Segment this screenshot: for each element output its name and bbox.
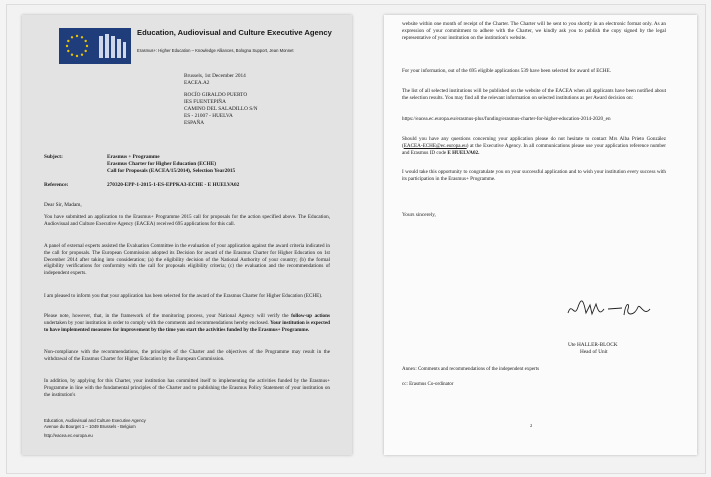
cc-note: cc: Erasmus Co-ordinator (402, 382, 454, 387)
paragraph-5: Non-compliance with the recommendations, the principles of the Charter and the objectives of the Programme may result in the withdrawal of the Erasmus Charter for Higher Education by the European Commission. (44, 349, 330, 362)
subject-text (107, 154, 235, 175)
p2-link: https://eacea.ec.europa.eu/erasmus-plus/funding/erasmus-charter-for-higher-education-2014-2020_en (402, 116, 611, 122)
salutation: Dear Sir, Madam, (44, 202, 82, 208)
recipient-line: ESPAÑA (184, 119, 205, 126)
recipient-line: ES - 21007 - HUELVA (184, 112, 233, 119)
handwritten-signature (564, 297, 654, 321)
subject-line: Erasmus Charter for Higher Education (ECHE) (107, 160, 217, 167)
page-number: 2 (530, 423, 533, 428)
agency-tagline: Erasmus+: Higher Education – Knowledge Alliances, Bologna Support, Jean Monnet (137, 48, 294, 53)
signatory-name: Ute HALLER-BLOCK (568, 342, 618, 348)
date-line: Brussels, 1st December 2014 (184, 73, 246, 79)
p2-paragraph-2: For your information, out of the 695 eligible applications 539 have been selected for award of ECHE. (402, 68, 611, 74)
commission-building-icon (97, 33, 127, 60)
p2-paragraph-5: I would take this opportunity to congratulate you on your successful application and to wish your institution every success with its participation in the Erasmus+ Programme. (402, 169, 666, 182)
closing: Yours sincerely, (402, 212, 436, 218)
contact-email: EACEA-ECHE@ec.europa.eu (403, 142, 467, 149)
paragraph-3: I am pleased to inform you that your application has been selected for the award of the Erasmus Charter for Higher Education (ECHE). (44, 293, 323, 299)
recipient-line: CAMINO DEL SALADILLO S/N (184, 105, 258, 112)
erasmus-id-code: E HUELVA02. (447, 149, 480, 156)
eu-stars-icon (63, 32, 91, 60)
ref-code: EACEA.A2 (184, 80, 210, 86)
recipient-line: IES FUENTEPIÑA (184, 98, 226, 105)
p2-paragraph-1: website within one month of receipt of the Charter. The Charter will be sent to you shortly in an electronic format only. As an expression of your commitment to adhere with the Charter, we kindly ask you to publish the copy signed by the legal representative of your institution on the institution's website. (402, 21, 666, 41)
letter-footer (44, 418, 146, 439)
subject-label: Subject: (44, 154, 63, 160)
paragraph-6: In addition, by applying for this Charter, your institution has committed itself to implementing the activities funded by the Erasmus+ Programme in line with the fundamental principles of the Charter and to publishing the Erasmus Policy Statement of your institution on the institution's (44, 378, 330, 398)
p2-para4-text-a: Should you have any questions concerning your application please do not hesitate to contact Mrs Alba Prieto González ( (402, 136, 666, 149)
paragraph-1: You have submitted an application to the Erasmus+ Programme 2015 call for proposals for the action specified above. The Education, Audiovisual and Culture Executive Agency (EACEA) received 695 applications for this call. (44, 214, 330, 227)
p2-paragraph-4 (402, 136, 666, 156)
p2-para4-text-b: ) at the Executive Agency. In all communications please use your application reference number and Erasmus ID code (402, 142, 666, 156)
reference-value: 270320-EPP-1-2015-1-ES-EPPKA3-ECHE - E HUELVA02 (107, 182, 240, 188)
p2-paragraph-3: The list of all selected institutions will be published on the website of the EACEA when all applicants have been notified about the selection results. You may find all the relevant information on selected institutions as per Award decision on: (402, 88, 666, 101)
paragraph-2: A panel of external experts assisted the Evaluation Committee in the evaluation of your application against the award criteria indicated in the call for proposals. The European Commission adopted its Decision for award of the Erasmus Charter for Higher Education on 1st December 2014 after taking into consideration; (a) the eligibility decision of the National Authority of your country; (b) the formal eligibility verifications for conformity with the call for proposals eligibility criteria; (c) the evaluation and the recommendations of independent experts. (44, 243, 330, 276)
eu-flag-logo (59, 28, 131, 64)
letter-page-1 (22, 15, 352, 455)
para4-bold-expectation: Your institution is expected to have implemented measures for improvement by the time you start the activities funded by the Erasmus+ Programme. (44, 319, 330, 333)
footer-address: Avenue du Bourget 1 – 1049 Brussels - Belgium (44, 423, 136, 429)
para4-text-a: Please note, however, that, in the framework of the monitoring process, your National Agency will verify the (44, 313, 292, 319)
annex-note: Annex: Comments and recommendations of the independent experts (402, 367, 540, 372)
para4-text-c: undertaken by your institution in order to comply with the comments and recommendations hereby enclosed. (44, 319, 271, 326)
reference-label: Reference: (44, 182, 69, 188)
para4-bold-followup: follow-up actions (291, 313, 330, 319)
recipient-line: ROCÍO GIRALDO PUERTO (184, 92, 248, 98)
subject-line: Erasmus + Programme (107, 154, 160, 160)
recipient-address (184, 92, 258, 127)
footer-agency: Education, Audiovisual and Culture Executive Agency (44, 418, 146, 423)
subject-line: Call for Proposals (EACEA/15/2014), Selection Year2015 (107, 167, 236, 174)
signatory-title: Head of Unit (580, 349, 608, 355)
footer-url: http://eacea.ec.europa.eu (44, 433, 93, 439)
letter-page-2 (384, 15, 697, 455)
agency-name: Education, Audiovisual and Culture Executive Agency (137, 28, 332, 37)
paragraph-4 (44, 313, 330, 333)
